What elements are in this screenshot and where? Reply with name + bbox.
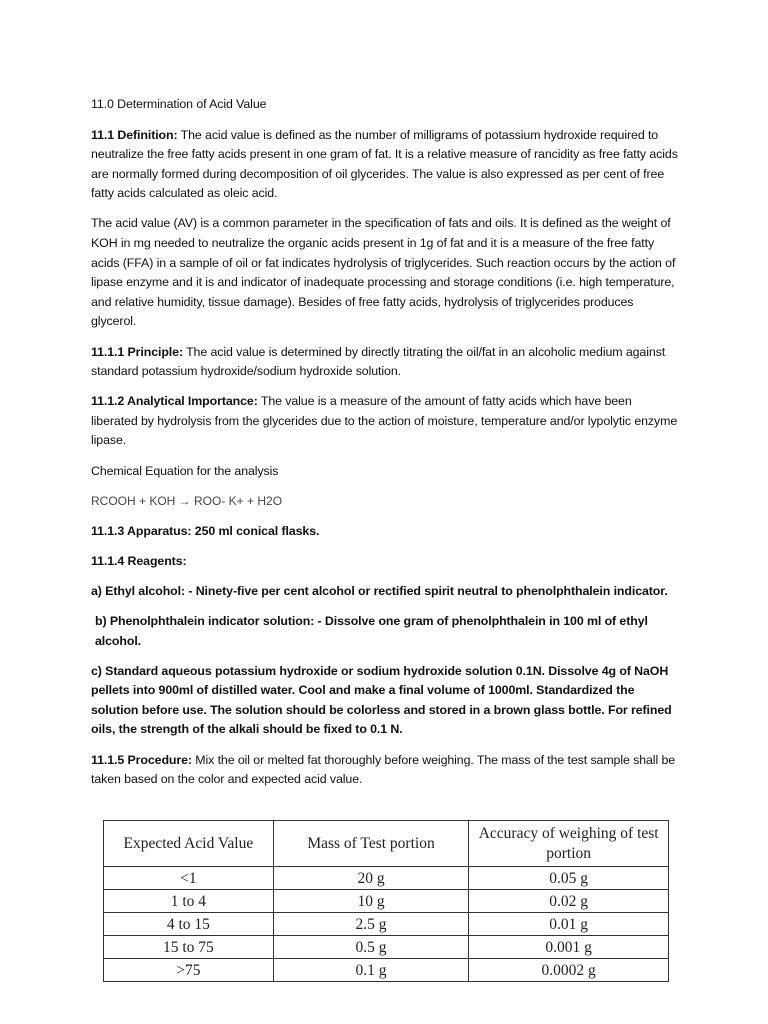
table-header-row: [104, 821, 669, 867]
principle-label: 11.1.1 Principle:: [91, 344, 183, 359]
table-cell: 10 g: [273, 890, 469, 913]
table-cell: 0.1 g: [273, 959, 469, 982]
table-row: [104, 936, 669, 959]
definition-label: 11.1 Definition:: [91, 127, 178, 142]
table-cell: 0.001 g: [469, 936, 669, 959]
procedure-text: Mix the oil or melted fat thoroughly before weighing. The mass of the test sample shall be taken based on the color and expected acid value.: [91, 752, 676, 787]
principle-paragraph: [91, 343, 681, 382]
reagent-a: [91, 582, 681, 602]
table-row: [104, 890, 669, 913]
principle-text: The acid value is determined by directly titrating the oil/fat in an alcoholic medium against standard potassium hydroxide/sodium hydroxide solution.: [91, 344, 666, 379]
procedure-paragraph: [91, 751, 681, 790]
table-cell: 0.02 g: [469, 890, 669, 913]
importance-paragraph: [91, 392, 681, 451]
table-row: [104, 867, 669, 890]
apparatus-text: 11.1.3 Apparatus: 250 ml conical flasks.: [91, 523, 320, 538]
section-title: 11.0 Determination of Acid Value: [91, 97, 267, 111]
equation-heading: Chemical Equation for the analysis: [91, 463, 279, 478]
reagent-b-text: b) Phenolphthalein indicator solution: - Dissolve one gram of phenolphthalein in 100 ml of ethyl alcohol.: [95, 613, 648, 648]
procedure-label: 11.1.5 Procedure:: [91, 752, 192, 767]
chemical-equation: RCOOH + KOH → ROO- K+ + H2O: [91, 493, 283, 508]
table-cell: 15 to 75: [104, 936, 274, 959]
document-body: [91, 95, 681, 800]
header-expected-acid-value: Expected Acid Value: [104, 821, 274, 867]
importance-label: 11.1.2 Analytical Importance:: [91, 394, 258, 409]
table-cell: <1: [104, 867, 274, 890]
table-cell: 20 g: [273, 867, 469, 890]
table-cell: 1 to 4: [104, 890, 274, 913]
table-cell: 0.5 g: [273, 936, 469, 959]
header-accuracy-of-weighing: Accuracy of weighing of test portion: [469, 821, 669, 867]
header-mass-of-test-portion: Mass of Test portion: [273, 821, 469, 867]
reagents-heading-text: 11.1.4 Reagents:: [91, 553, 187, 568]
table-cell: 0.05 g: [469, 867, 669, 890]
reagent-c-text: c) Standard aqueous potassium hydroxide or sodium hydroxide solution 0.1N. Dissolve 4g of NaOH pellets into 900ml of distilled water. Cool and make a final volume of 1000ml. Standardized the solution before use. The solution should be colorless and stored in a brown glass bottle. For refined oils, the strength of the alkali should be fixed to 0.1 N.: [91, 663, 672, 737]
reagent-a-text: a) Ethyl alcohol: - Ninety-five per cent alcohol or rectified spirit neutral to phenolphthalein indicator.: [91, 583, 668, 598]
table-cell: 0.01 g: [469, 913, 669, 936]
reagent-c: [91, 662, 681, 740]
table-cell: >75: [104, 959, 274, 982]
table-cell: 4 to 15: [104, 913, 274, 936]
table-cell: 2.5 g: [273, 913, 469, 936]
table-row: [104, 913, 669, 936]
table-row: [104, 959, 669, 982]
apparatus-line: [91, 522, 681, 542]
definition-paragraph: [91, 126, 681, 204]
reagent-b: [91, 612, 681, 651]
table-cell: 0.0002 g: [469, 959, 669, 982]
reagents-heading: [91, 552, 681, 572]
acid-value-paragraph: The acid value (AV) is a common parameter in the specification of fats and oils. It is defined as the weight of KOH in mg needed to neutralize the organic acids present in 1g of fat and it is a measure of the free fatty acids (FFA) in a sample of oil or fat indicates hydrolysis of triglycerides. Such reaction occurs by the action of lipase enzyme and it is and indicator of inadequate processing and storage conditions (i.e. high temperature, and relative humidity, tissue damage). Besides of free fatty acids, hydrolysis of triglycerides produces glycerol.: [91, 216, 676, 329]
sample-mass-table: [103, 820, 669, 982]
importance-text: The value is a measure of the amount of fatty acids which have been liberated by hydrolysis from the glycerides due to the action of moisture, temperature and/or lypolytic enzyme lipase.: [91, 394, 678, 448]
definition-text: The acid value is defined as the number of milligrams of potassium hydroxide required to neutralize the free fatty acids present in one gram of fat. It is a relative measure of rancidity as free fatty acids are normally formed during decomposition of oil glycerides. The value is also expressed as per cent of free fatty acids calculated as oleic acid.: [91, 127, 678, 201]
